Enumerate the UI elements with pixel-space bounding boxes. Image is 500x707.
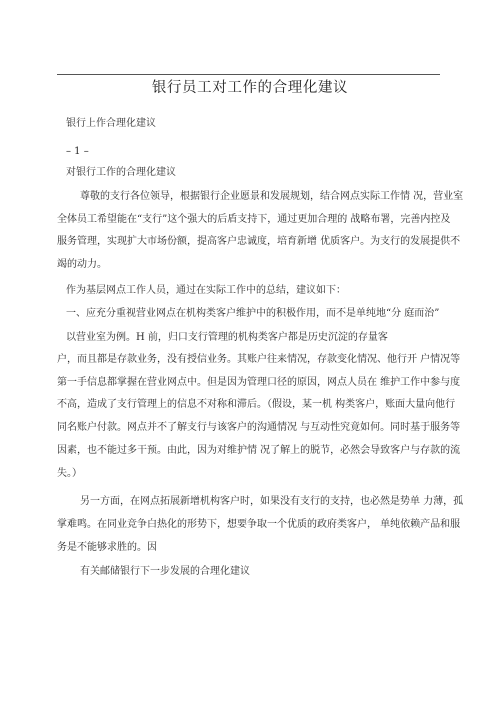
- body-line: 第一手信息都掌握在营业网点中。但是因为管理口径的原因，网点人员在 维护工作中参与度: [57, 377, 461, 388]
- section-heading: 对银行工作的合理化建议: [66, 167, 176, 178]
- body-line: 失。）: [57, 468, 82, 479]
- body-line: 一、应充分重视营业网点在机构类客户维护中的积极作用，而不是单纯地“分 庭而治”: [66, 308, 440, 319]
- body-line: 因素，也不能过多干预。由此，因为对维护情 况了解上的脱节，必然会导致客户与存款的流: [57, 445, 461, 456]
- body-line: 务是不能够求胜的。因: [57, 542, 157, 553]
- body-line: 掌难鸣。在同业竞争白热化的形势下，想要争取一个优质的政府类客户， 单纯依赖产品和服: [57, 519, 461, 530]
- body-line: 另一方面，在网点拓展新增机构客户时，如果没有支行的支持，也必然是势单 力薄，孤: [80, 496, 464, 507]
- body-line: 有关邮储银行下一步发展的合理化建议: [80, 566, 250, 577]
- body-line: 竭的动力。: [57, 259, 107, 270]
- page-marker: – 1 –: [66, 146, 89, 157]
- body-line: 作为基层网点工作人员，通过在实际工作中的总结，建议如下：: [66, 285, 346, 296]
- document-title: 银行员工对工作的合理化建议: [151, 80, 349, 96]
- document-subtitle: 银行上作合理化建议: [66, 118, 156, 129]
- body-line: 户，而且都是存款业务，没有授信业务。其账户往来情况，存款变化情况、他行开 户情况等: [57, 354, 461, 365]
- body-line: 同名账户付款。网点并不了解支行与该客户的沟通情况 与互动性究竟如何。同时基于服务等: [57, 422, 461, 433]
- body-line: 不高，造成了支行管理上的信息不对称和滞后。（假设，某一机 构类客户，账面大量向他行: [57, 399, 456, 410]
- header-rule: [57, 74, 440, 75]
- body-line: 全体员工希望能在“支行”这个强大的后盾支持下，通过更加合理的 战略布署，完善内控及: [57, 214, 451, 225]
- body-line: 尊敬的支行各位领导，根据银行企业愿景和发展规划，结合网点实际工作情 况，营业室: [80, 191, 464, 202]
- body-line: 服务管理，实现扩大市场份额，提高客户忠诚度，培育新增 优质客户。为支行的发展提供不: [57, 236, 461, 247]
- body-line: 以营业室为例。H 前，归口支行管理的机构类客户都是历史沉淀的存量客: [66, 332, 388, 343]
